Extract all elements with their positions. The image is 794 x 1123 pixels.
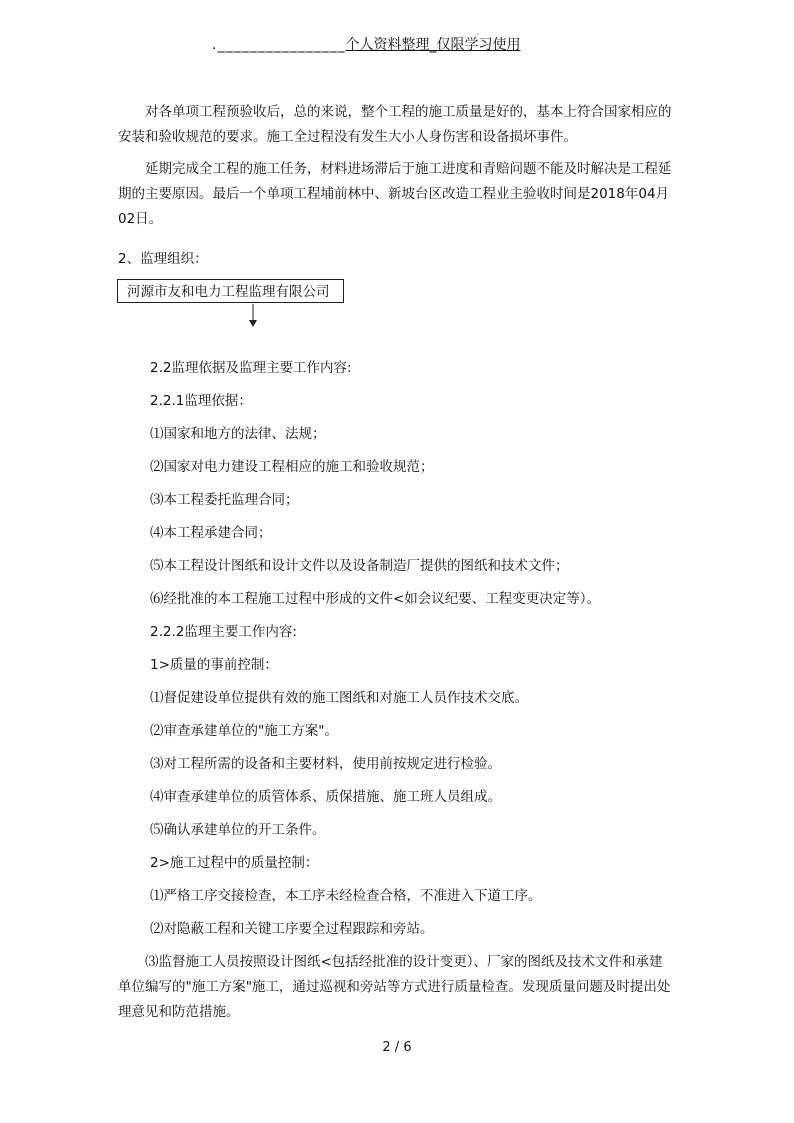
intro-section: [118, 100, 674, 239]
process-control-item: ⑵对隐蔽工程和关键工序要全过程跟踪和旁站。: [150, 921, 434, 937]
header-prefix: .________________: [212, 37, 346, 53]
org-section-label: 2、监理组织：: [118, 251, 208, 267]
work-sub-heading: 2.2.2监理主要工作内容:: [150, 624, 297, 640]
pre-control-item: ⑸确认承建单位的开工条件。: [150, 822, 326, 838]
basis-and-work-section: [118, 356, 674, 1025]
basis-item: ⑶本工程委托监理合同；: [150, 492, 299, 508]
pre-control-item: ⑵审查承建单位的"施工方案"。: [150, 723, 338, 739]
basis-item: ⑴国家和地方的法律、法规；: [150, 426, 326, 442]
org-chart-box: [117, 279, 344, 303]
intro-paragraph-1: 对各单项工程预验收后，总的来说，整个工程的施工质量是好的，基本上符合国家相应的安装和验收规范的要求。施工全过程没有发生大小人身伤害和设备损坏事件。: [118, 104, 672, 145]
pre-control-heading: 1>质量的事前控制：: [150, 657, 278, 673]
process-control-heading: 2>施工过程中的质量控制：: [150, 855, 319, 871]
process-control-item: ⑴严格工序交接检查，本工序未经检查合格，不准进入下道工序。: [150, 888, 542, 904]
basis-item: ⑸本工程设计图纸和设计文件以及设备制造厂提供的图纸和技术文件；: [150, 558, 569, 574]
pre-control-item: ⑷审查承建单位的质管体系、质保措施、施工班人员组成。: [150, 789, 501, 805]
process-control-item-3: ⑶监督施工人员按照设计图纸<包括经批准的设计变更）、厂家的图纸及技术文件和承建单位编写的"施工方案"施工，通过巡视和旁站等方式进行质量检查。发现质量问题及时提出处理意见和防范措施。: [118, 954, 671, 1020]
org-company-name: 河源市友和电力工程监理有限公司: [127, 284, 330, 300]
basis-item: ⑹经批准的本工程施工过程中形成的文件<如会议纪要、工程变更决定等）。: [150, 591, 601, 607]
basis-item: ⑵国家对电力建设工程相应的施工和验收规范；: [150, 459, 434, 475]
page-header: [212, 34, 584, 54]
header-title: 个人资料整理_仅限学习使用: [345, 37, 521, 53]
pre-control-item: ⑴督促建设单位提供有效的施工图纸和对施工人员作技术交底。: [150, 690, 528, 706]
page-number: 2 / 6: [382, 1040, 412, 1055]
basis-heading: 2.2监理依据及监理主要工作内容:: [150, 360, 352, 376]
down-arrow-icon: [247, 304, 259, 328]
basis-sub-heading: 2.2.1监理依据：: [150, 393, 252, 409]
basis-item: ⑷本工程承建合同；: [150, 525, 272, 541]
pre-control-item: ⑶对工程所需的设备和主要材料，使用前按规定进行检验。: [150, 756, 501, 772]
intro-paragraph-2: 延期完成全工程的施工任务，材料进场滞后于施工进度和青赔问题不能及时解决是工程延期的主要原因。最后一个单项工程埔前林中、新坡台区改造工程业主验收时间是2018年04月02日。: [118, 161, 672, 227]
